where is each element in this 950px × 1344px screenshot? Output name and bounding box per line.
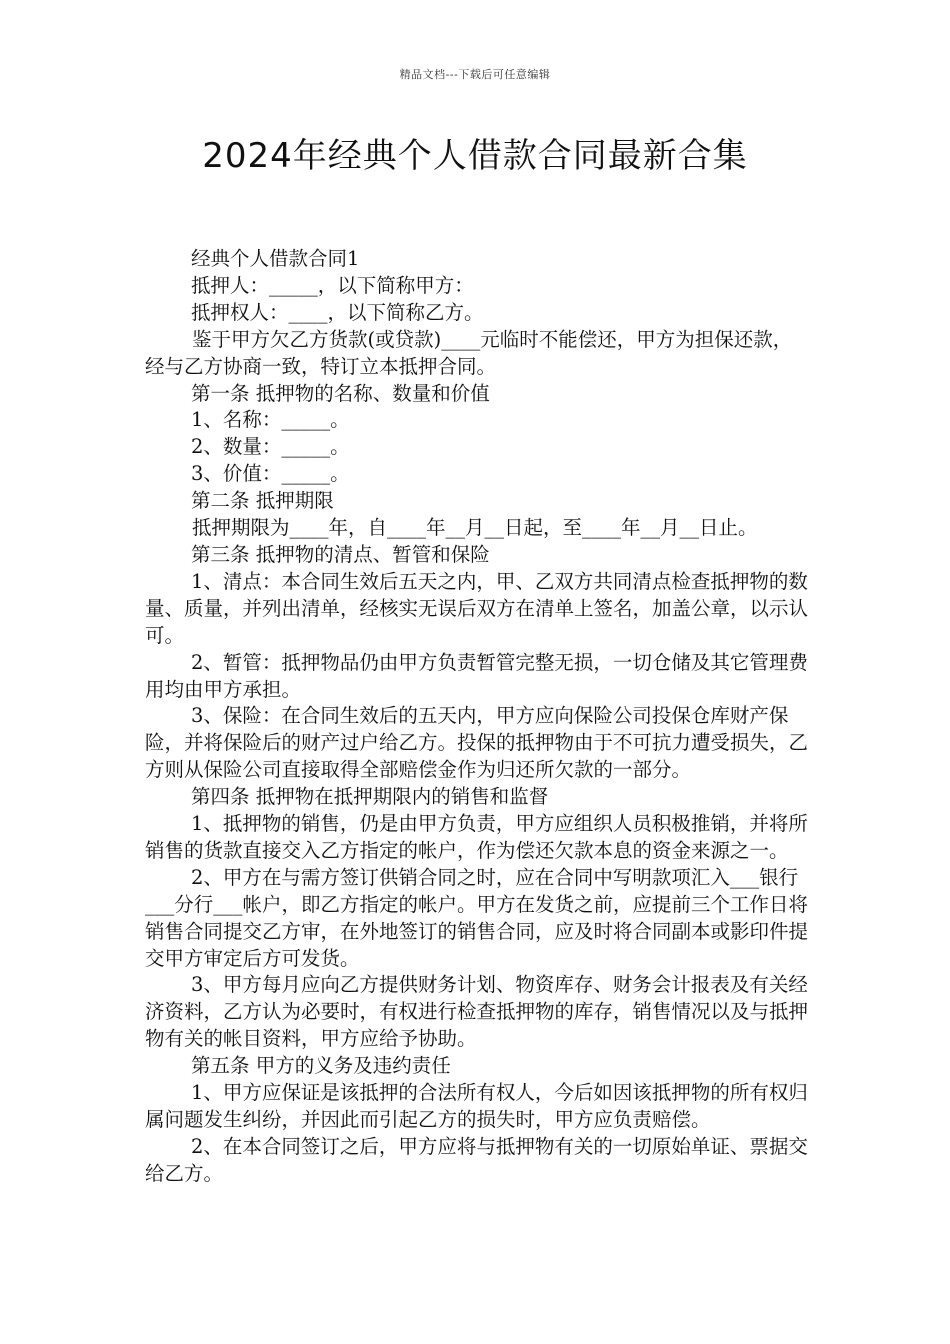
body-paragraph: 1、甲方应保证是该抵押的合法所有权人，今后如因该抵押物的所有权归属问题发生纠纷，并因此而引起乙方的损失时，甲方应负责赔偿。 [145,1081,808,1131]
body-paragraph: 2、暂管：抵押物品仍由甲方负责暂管完整无损，一切仓储及其它管理费用均由甲方承担。 [145,650,808,701]
body-paragraph: 1、抵押物的销售，仍是由甲方负责，甲方应组织人员积极推销，并将所销售的货款直接交入乙方指定的帐户，作为偿还欠款本息的资金来源之一。 [145,812,808,862]
body-paragraph: 1、名称：_____。 [191,408,350,432]
body-paragraph: 2、在本合同签订之后，甲方应将与抵押物有关的一切原始单证、票据交给乙方。 [145,1134,808,1185]
body-paragraph: 第二条 抵押期限 [191,489,334,513]
body-paragraph: 第四条 抵押物在抵押期限内的销售和监督 [191,785,549,809]
body-paragraph: 经典个人借款合同1 [191,247,360,270]
document-body [145,246,810,1188]
body-paragraph: 1、清点：本合同生效后五天之内，甲、乙双方共同清点检查抵押物的数量、质量，并列出清单，经核实无误后双方在清单上签名，加盖公章，以示认可。 [145,569,809,647]
document-title: 2024年经典个人借款合同最新合集 [202,136,748,176]
body-paragraph: 3、价值：_____。 [191,462,350,486]
header-note: 精品文档---下载后可任意编辑 [399,68,551,81]
body-paragraph: 2、甲方在与需方签订供销合同之时，应在合同中写明款项汇入___银行___分行___帐户，即乙方指定的帐户。甲方在发货之前，应提前三个工作日将销售合同提交乙方审，在外地签订的销售合同，应及时将合同副本或影印件提交甲方审定后方可发货。 [145,865,809,970]
body-paragraph: 抵押人：_____，以下简称甲方： [191,273,474,297]
body-paragraph: 3、甲方每月应向乙方提供财务计划、物资库存、财务会计报表及有关经济资料，乙方认为必要时，有权进行检查抵押物的库存，销售情况以及与抵押物有关的帐目资料，甲方应给予协助。 [145,973,809,1051]
body-paragraph: 第三条 抵押物的清点、暂管和保险 [191,542,490,566]
body-paragraph: 鉴于甲方欠乙方货款(或贷款)____元临时不能偿还，甲方为担保还款，经与乙方协商一致，特订立本抵押合同。 [145,327,793,378]
body-paragraph: 2、数量：_____。 [191,435,350,459]
body-paragraph: 第五条 甲方的义务及违约责任 [191,1054,451,1078]
body-paragraph: 第一条 抵押物的名称、数量和价值 [191,381,490,405]
body-paragraph: 3、保险：在合同生效后的五天内，甲方应向保险公司投保仓库财产保险，并将保险后的财产过户给乙方。投保的抵押物由于不可抗力遭受损失，乙方则从保险公司直接取得全部赔偿金作为归还所欠款的一部分。 [145,704,809,782]
body-paragraph: 抵押权人：____，以下简称乙方。 [191,300,484,324]
body-paragraph: 抵押期限为____年，自____年__月__日起，至____年__月__日止。 [192,516,758,540]
